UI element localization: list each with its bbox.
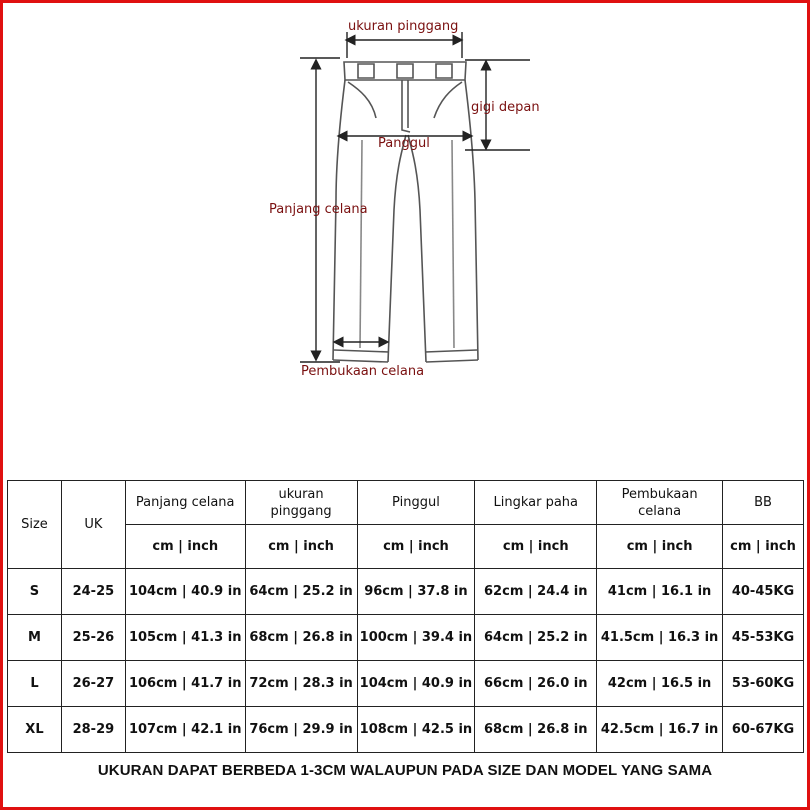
cell-waist: 68cm | 26.8 in: [245, 615, 357, 661]
cell-waist: 72cm | 28.3 in: [245, 661, 357, 707]
cell-uk: 28-29: [61, 707, 125, 753]
size-chart-table: [7, 480, 804, 753]
header-size: Size: [8, 481, 62, 569]
cell-opening: 41cm | 16.1 in: [597, 569, 723, 615]
cell-bb: 40-45KG: [723, 569, 804, 615]
cell-hip: 108cm | 42.5 in: [357, 707, 475, 753]
cell-opening: 42cm | 16.5 in: [597, 661, 723, 707]
leg-opening-label: Pembukaan celana: [301, 364, 425, 379]
header-waist-line1: ukuran: [278, 486, 324, 502]
length-label: Panjang celana: [269, 202, 368, 217]
cell-opening: 41.5cm | 16.3 in: [597, 615, 723, 661]
unit-bb: cm | inch: [723, 525, 804, 569]
unit-length: cm | inch: [125, 525, 245, 569]
cell-length: 106cm | 41.7 in: [125, 661, 245, 707]
header-opening-line2: celana: [638, 503, 682, 519]
header-opening-line1: Pembukaan: [621, 486, 698, 502]
header-uk: UK: [61, 481, 125, 569]
cell-bb: 60-67KG: [723, 707, 804, 753]
header-thigh: Lingkar paha: [475, 481, 597, 525]
header-bb: BB: [723, 481, 804, 525]
cell-waist: 64cm | 25.2 in: [245, 569, 357, 615]
cell-length: 104cm | 40.9 in: [125, 569, 245, 615]
cell-hip: 104cm | 40.9 in: [357, 661, 475, 707]
cell-bb: 53-60KG: [723, 661, 804, 707]
table-row: [8, 707, 804, 753]
cell-hip: 100cm | 39.4 in: [357, 615, 475, 661]
header-hip: Pinggul: [357, 481, 475, 525]
unit-hip: cm | inch: [357, 525, 475, 569]
table-row: [8, 661, 804, 707]
cell-hip: 96cm | 37.8 in: [357, 569, 475, 615]
front-rise-label: gigi depan: [471, 100, 540, 115]
cell-uk: 26-27: [61, 661, 125, 707]
cell-thigh: 68cm | 26.8 in: [475, 707, 597, 753]
unit-row: [8, 525, 804, 569]
cell-thigh: 64cm | 25.2 in: [475, 615, 597, 661]
cell-size: XL: [8, 707, 62, 753]
cell-uk: 24-25: [61, 569, 125, 615]
unit-opening: cm | inch: [597, 525, 723, 569]
header-waist: [245, 481, 357, 525]
unit-waist: cm | inch: [245, 525, 357, 569]
header-waist-line2: pinggang: [270, 503, 332, 519]
cell-thigh: 66cm | 26.0 in: [475, 661, 597, 707]
header-row: [8, 481, 804, 525]
unit-thigh: cm | inch: [475, 525, 597, 569]
cell-length: 107cm | 42.1 in: [125, 707, 245, 753]
table-row: [8, 615, 804, 661]
size-disclaimer: UKURAN DAPAT BERBEDA 1-3CM WALAUPUN PADA SIZE DAN MODEL YANG SAMA: [97, 762, 713, 779]
header-opening: [597, 481, 723, 525]
hip-label: Panggul: [378, 136, 430, 151]
cell-opening: 42.5cm | 16.7 in: [597, 707, 723, 753]
cell-size: M: [8, 615, 62, 661]
cell-waist: 76cm | 29.9 in: [245, 707, 357, 753]
cell-size: S: [8, 569, 62, 615]
cell-uk: 25-26: [61, 615, 125, 661]
table-row: [8, 569, 804, 615]
header-length: Panjang celana: [125, 481, 245, 525]
cell-size: L: [8, 661, 62, 707]
cell-bb: 45-53KG: [723, 615, 804, 661]
cell-length: 105cm | 41.3 in: [125, 615, 245, 661]
cell-thigh: 62cm | 24.4 in: [475, 569, 597, 615]
waist-label: ukuran pinggang: [348, 19, 459, 34]
